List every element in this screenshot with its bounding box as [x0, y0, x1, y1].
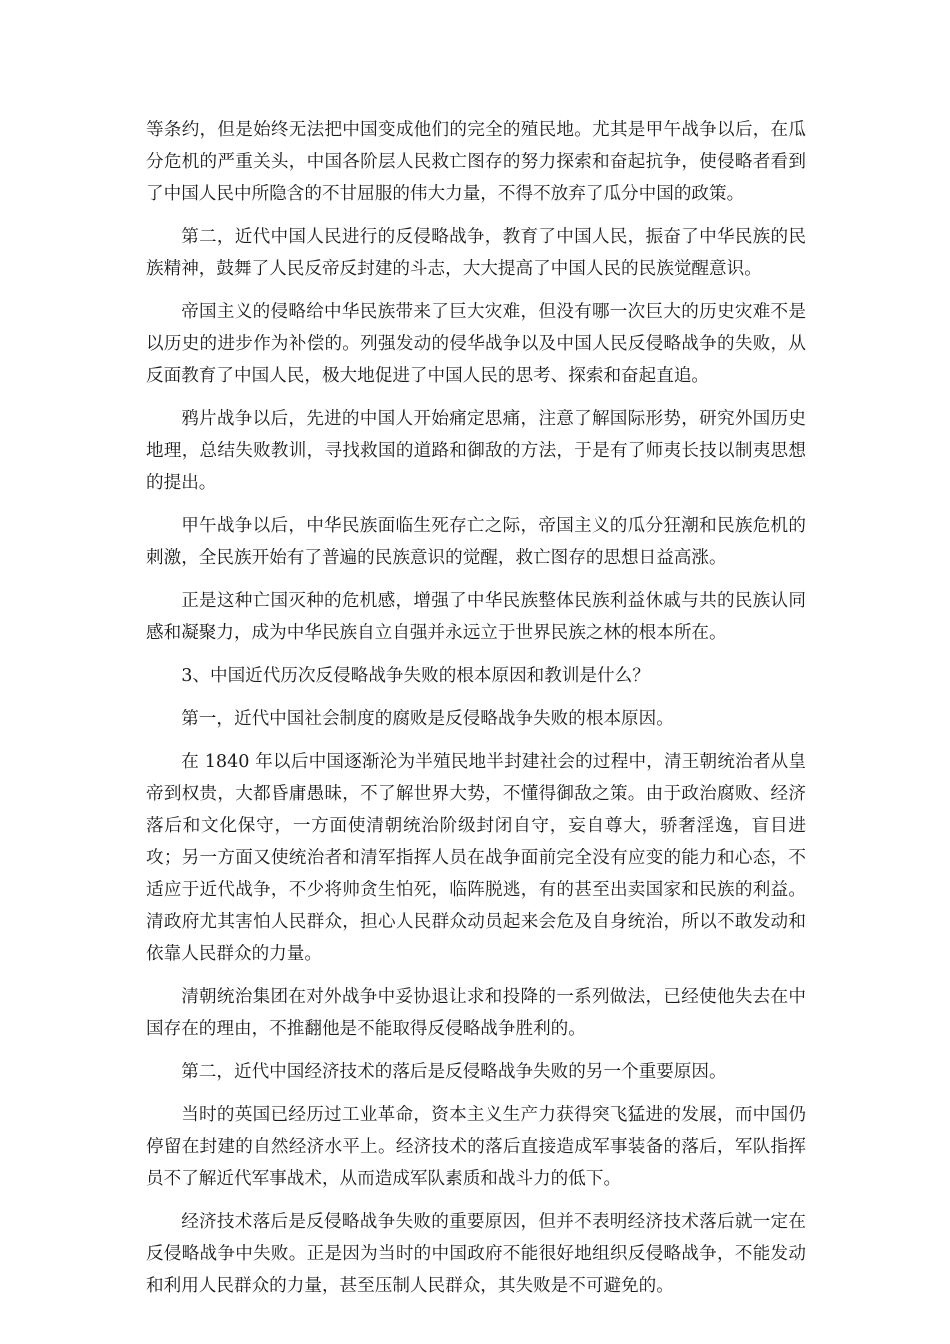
paragraph: 第一，近代中国社会制度的腐败是反侵略战争失败的根本原因。	[181, 709, 674, 729]
paragraph: 清朝统治集团在对外战争中妥协退让求和投降的一系列做法，已经使他失去在中国存在的理由，不推翻他是不能取得反侵略战争胜利的。	[146, 987, 806, 1039]
question-heading: 3、中国近代历次反侵略战争失败的根本原因和教训是什么？	[181, 666, 650, 686]
paragraph: 甲午战争以后，中华民族面临生死存亡之际，帝国主义的瓜分狂潮和民族危机的刺激，全民族开始有了普遍的民族意识的觉醒，救亡图存的思想日益高涨。	[146, 516, 806, 568]
paragraph: 在 1840 年以后中国逐渐沦为半殖民地半封建社会的过程中，清王朝统治者从皇帝到权贵，大都昏庸愚昧，不了解世界大势，不懂得御敌之策。由于政治腐败、经济落后和文化保守，一方面使清朝统治阶级封闭自守，妄自尊大，骄奢淫逸，盲目进攻；另一方面又使统治者和清军指挥人员在战争面前完全没有应变的能力和心态，不适应于近代战争，不少将帅贪生怕死，临阵脱逃，有的甚至出卖国家和民族的利益。清政府尤其害怕人民群众，担心人民群众动员起来会危及自身统治，所以不敢发动和依靠人民群众的力量。	[146, 752, 806, 964]
paragraph: 经济技术落后是反侵略战争失败的重要原因，但并不表明经济技术落后就一定在反侵略战争中失败。正是因为当时的中国政府不能很好地组织反侵略战争，不能发动和利用人民群众的力量，甚至压制人民群众，其失败是不可避免的。	[146, 1212, 806, 1296]
paragraph: 鸦片战争以后，先进的中国人开始痛定思痛，注意了解国际形势，研究外国历史地理，总结失败教训，寻找救国的道路和御敌的方法，于是有了师夷长技以制夷思想的提出。	[146, 409, 806, 493]
paragraph: 第二，近代中国经济技术的落后是反侵略战争失败的另一个重要原因。	[181, 1062, 727, 1082]
paragraph: 当时的英国已经历过工业革命，资本主义生产力获得突飞猛进的发展，而中国仍停留在封建的自然经济水平上。经济技术的落后直接造成军事装备的落后，军队指挥员不了解近代军事战术，从而造成军队素质和战斗力的低下。	[146, 1105, 806, 1189]
paragraph: 正是这种亡国灭种的危机感，增强了中华民族整体民族利益休戚与共的民族认同感和凝聚力，成为中华民族自立自强并永远立于世界民族之林的根本所在。	[146, 591, 806, 643]
paragraph: 第二，近代中国人民进行的反侵略战争，教育了中国人民，振奋了中华民族的民族精神，鼓舞了人民反帝反封建的斗志，大大提高了中国人民的民族觉醒意识。	[146, 227, 806, 279]
paragraph: 帝国主义的侵略给中华民族带来了巨大灾难，但没有哪一次巨大的历史灾难不是以历史的进步作为补偿的。列强发动的侵华战争以及中国人民反侵略战争的失败，从反面教育了中国人民，极大地促进了中国人民的思考、探索和奋起直追。	[146, 302, 806, 386]
paragraph-continued: 等条约，但是始终无法把中国变成他们的完全的殖民地。尤其是甲午战争以后，在瓜分危机的严重关头，中国各阶层人民救亡图存的努力探索和奋起抗争，使侵略者看到了中国人民中所隐含的不甘屈服的伟大力量，不得不放弃了瓜分中国的政策。	[146, 120, 806, 204]
document-body	[146, 114, 806, 1313]
